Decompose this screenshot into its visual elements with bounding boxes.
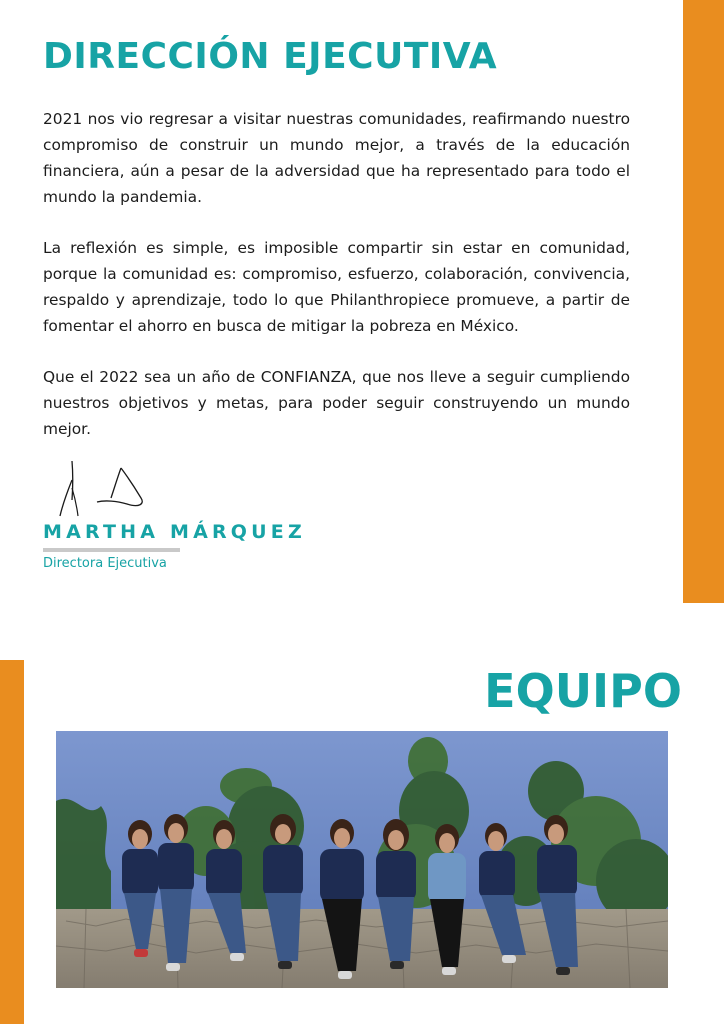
orange-accent-bar-right [683,0,724,603]
paragraph-3: Que el 2022 sea un año de CONFIANZA, que nos lleve a seguir cumpliendo nuestros objetivos y metas, para poder seguir construyendo un mundo mejor. [43,368,630,438]
orange-accent-bar-left [0,660,24,1024]
team-title: EQUIPO [484,664,682,718]
letter-body [43,106,630,467]
section-title: DIRECCIÓN EJECUTIVA [43,36,498,77]
handwritten-signature [55,458,155,520]
paragraph-2: La reflexión es simple, es imposible compartir sin estar en comunidad, porque la comunidad es: compromiso, esfuerzo, colaboración, convivencia, respaldo y aprendizaje, todo lo que Philanthropiece promueve, a partir de fomentar el ahorro en busca de mitigar la pobreza en México. [43,239,630,335]
team-photo-illustration [56,731,668,988]
team-photo [56,731,668,988]
signatory-role: Directora Ejecutiva [43,556,167,571]
signature-divider [43,548,180,552]
signatory-name: MARTHA MÁRQUEZ [43,521,306,543]
paragraph-1: 2021 nos vio regresar a visitar nuestras comunidades, reafirmando nuestro compromiso de construir un mundo mejor, a través de la educación financiera, aún a pesar de la adversidad que ha representado para todo el mundo la pandemia. [43,110,630,206]
